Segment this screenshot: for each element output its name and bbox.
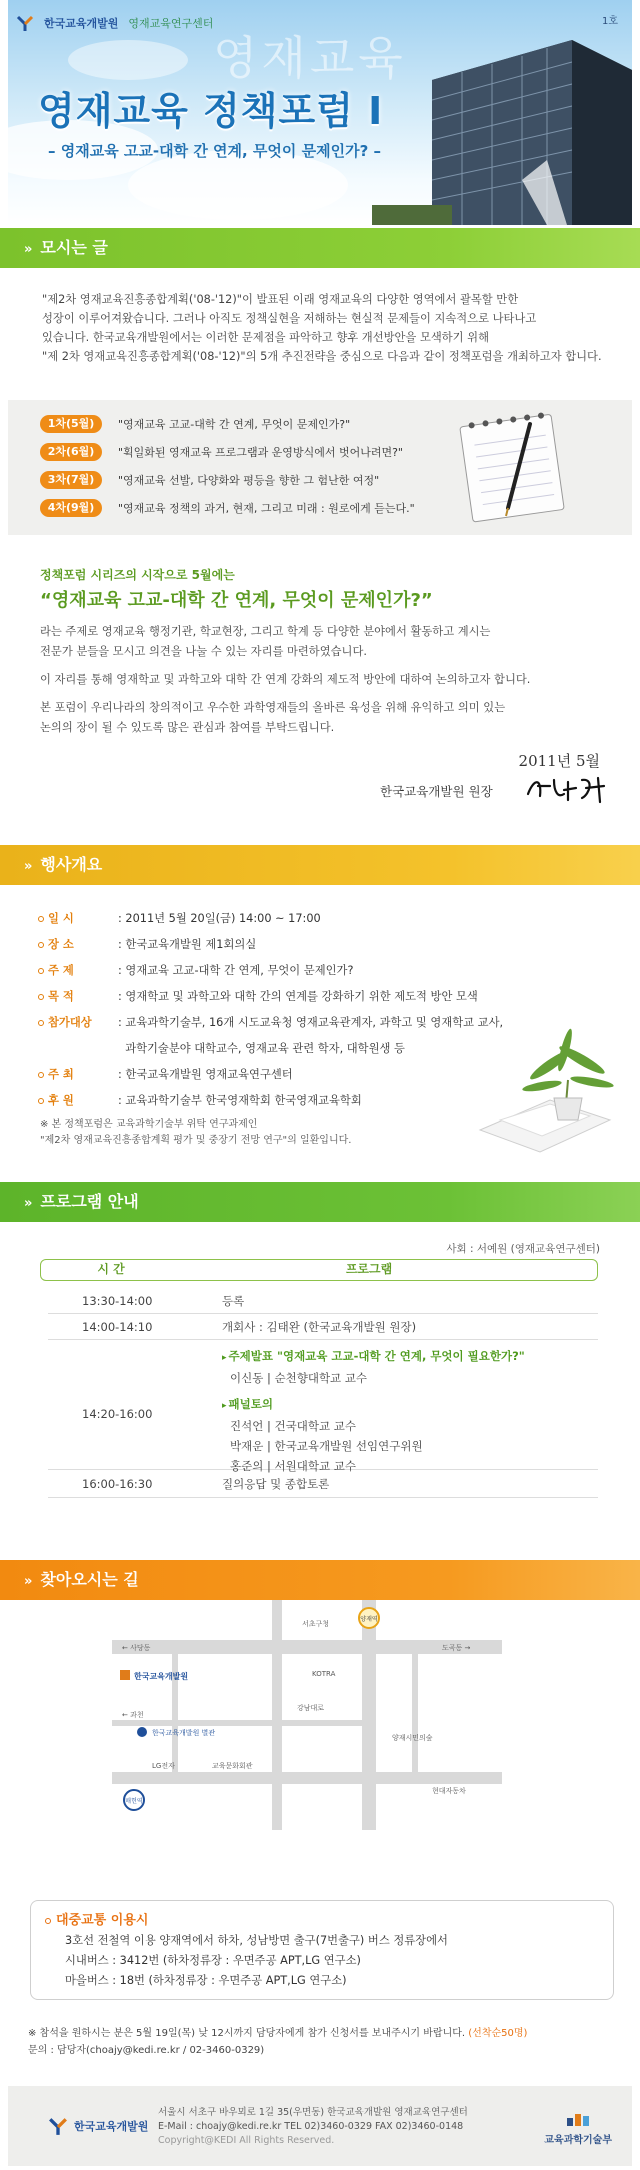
info-label: 주 제 xyxy=(48,964,74,977)
col-time-header: 시 간 xyxy=(97,1262,125,1276)
info-label: 일 시 xyxy=(48,912,74,925)
info-value: 영재교육 고교-대학 간 연계, 무엇이 문제인가? xyxy=(125,964,354,977)
info-row: 장 소 : 한국교육개발원 제1회의실 xyxy=(38,932,578,958)
footer-logo xyxy=(48,2116,148,2136)
series-badge: 4차(9월) xyxy=(40,499,102,517)
series-text: "획일화된 영재교육 프로그램과 운영방식에서 벗어나려면?" xyxy=(118,446,403,459)
section-title: 모시는 글 xyxy=(40,238,108,257)
issue-label: 1호 xyxy=(601,16,618,27)
section-title: 프로그램 안내 xyxy=(40,1192,139,1211)
forum-title: 영재교육 정책포럼 I xyxy=(38,89,384,133)
double-chevron-icon: » xyxy=(24,242,33,257)
info-row: 주 제 : 영재교육 고교-대학 간 연계, 무엇이 문제인가? xyxy=(38,958,578,984)
kedi-logo-icon xyxy=(48,2116,68,2136)
info-value: 한국교육개발원 제1회의실 xyxy=(125,938,257,951)
map-label-seocho: 서초구청 xyxy=(302,1620,330,1628)
note-line: "제2차 영재교육진흥종합계획 평가 및 중장기 전망 연구"의 일환입니다. xyxy=(40,1135,352,1146)
logo-center-text: 영재교육연구센터 xyxy=(128,17,214,30)
info-value: 교육과학기술부, 16개 시도교육청 영재교육관계자, 과학고 및 영재학교 교사, xyxy=(125,1016,504,1029)
rsvp-note xyxy=(28,2025,527,2059)
transit-line: 3호선 전철역 이용 양재역에서 하차, 성남방면 출구(7번출구) 버스 정류장에서 xyxy=(65,1934,448,1947)
program-time: 16:00-16:30 xyxy=(82,1477,153,1491)
double-chevron-icon: » xyxy=(24,1574,33,1589)
map-label-gyoyuk: 교육문화회관 xyxy=(212,1762,253,1770)
map-marker-kedi-annex: 한국교육개발원 별관 xyxy=(152,1729,216,1737)
map-label-kotra: KOTRA xyxy=(312,1670,336,1678)
intro-line: "제2차 영재교육진흥종합계획('08-'12)"이 발표된 이래 영재교육의 다양한 영역에서 괄목할 만한 xyxy=(42,293,519,306)
notebook-pen-illustration xyxy=(448,408,578,526)
info-label: 참가대상 xyxy=(48,1016,92,1029)
series-item xyxy=(40,414,350,434)
map-station-yangjae: 양재역 xyxy=(360,1616,378,1623)
info-label: 목 적 xyxy=(48,990,74,1003)
info-row: 후 원 : 교육과학기술부 한국영재학회 한국영재교육학회 xyxy=(38,1088,578,1114)
footer xyxy=(8,2086,632,2166)
program-desc: 등록 xyxy=(222,1294,245,1308)
caret-right-icon: ▸ xyxy=(222,1353,227,1363)
map-label-hangyeol: 양재시민의숲 xyxy=(392,1734,433,1742)
info-value: 교육과학기술부 한국영재학회 한국영재교육학회 xyxy=(125,1094,362,1107)
info-label: 장 소 xyxy=(48,938,74,951)
location-map xyxy=(112,1600,502,1830)
series-item xyxy=(40,442,403,462)
paragraph-line: 라는 주제로 영재교육 행정기관, 학교현장, 그리고 학계 등 다양한 분야에서 활동하고 계시는 xyxy=(40,625,491,638)
info-value: 한국교육개발원 영재교육연구센터 xyxy=(125,1068,293,1081)
footer-address: 서울시 서초구 바우뫼로 1길 35(우면동) 한국교육개발원 영재교육연구센터 xyxy=(158,2107,468,2118)
double-chevron-icon: » xyxy=(24,859,33,874)
series-item xyxy=(40,498,415,518)
series-text: "영재교육 고교-대학 간 연계, 무엇이 문제인가?" xyxy=(118,418,351,431)
double-chevron-icon: » xyxy=(24,1196,33,1211)
intro-text xyxy=(42,290,612,366)
info-row: 참가대상 : 교육과학기술부, 16개 시도교육청 영재교육관계자, 과학고 및 영재학교 교사, xyxy=(38,1010,578,1036)
program-row xyxy=(48,1288,598,1314)
info-row: 목 적 : 영재학교 및 과학고와 대학 간의 연계를 강화하기 위한 제도적 방안 모색 xyxy=(38,984,578,1010)
intro-line: "제 2차 영재교육진흥종합계획('08-'12)"의 5개 추진전략을 중심으로 다음과 같이 정책포럼을 개최하고자 합니다. xyxy=(42,350,602,363)
logo-kedi-text: 한국교육개발원 xyxy=(44,17,119,30)
note-line: ※ 본 정책포럼은 교육과학기술부 위탁 연구과제인 xyxy=(40,1119,258,1130)
rsvp-text: ※ 참석을 원하시는 분은 5월 19일(목) 낮 12시까지 담당자에게 참가 신청서를 보내주시기 바랍니다. xyxy=(28,2028,466,2039)
overview-note xyxy=(40,1117,351,1149)
map-label-gwacheon: ← 과천 xyxy=(122,1711,144,1719)
rsvp-line xyxy=(28,2025,527,2042)
transit-line: 시내버스 : 3412번 (하차정류장 : 우면주공 APT,LG 연구소) xyxy=(65,1954,361,1967)
series-text: "영재교육 정책의 과거, 현재, 그리고 미래 : 원로에게 듣는다." xyxy=(118,502,415,515)
info-value: 2011년 5월 20일(금) 14:00 ~ 17:00 xyxy=(125,912,321,925)
keynote-title-text: 주제발표 "영재교육 고교-대학 간 연계, 무엇이 필요한가?" xyxy=(228,1349,525,1363)
col-program-header: 프로그램 xyxy=(345,1262,393,1276)
series-badge: 1차(5월) xyxy=(40,415,102,433)
plant-envelope-illustration xyxy=(470,1020,620,1155)
section-title: 찾아오시는 길 xyxy=(40,1570,139,1589)
section-bar-program xyxy=(0,1182,640,1222)
ministry-emblem-icon xyxy=(565,2112,591,2128)
program-row xyxy=(48,1314,598,1340)
rsvp-tag: (선착순50명) xyxy=(468,2028,528,2039)
series-badge: 3차(7월) xyxy=(40,471,102,489)
program-table-header xyxy=(40,1259,598,1281)
info-label: 후 원 xyxy=(48,1094,74,1107)
program-desc xyxy=(222,1346,598,1473)
program-row xyxy=(48,1340,598,1473)
letter-date: 2011년 5월 xyxy=(518,752,600,770)
transit-line: 마을버스 : 18번 (하차정류장 : 우면주공 APT,LG 연구소) xyxy=(65,1974,347,1987)
panelist: 진석언 | 건국대학교 교수 xyxy=(230,1419,356,1433)
map-label-lg: LG전자 xyxy=(152,1762,175,1770)
info-value: 과학기술분야 대학교수, 영재교육 관련 학자, 대학원생 등 xyxy=(125,1042,405,1055)
section-bar-directions xyxy=(0,1560,640,1600)
map-label-hyundai: 현대자동차 xyxy=(432,1787,466,1795)
footer-copyright: Copyright@KEDI All Rights Reserved. xyxy=(158,2135,335,2146)
section-bar-invitation xyxy=(0,228,640,268)
rsvp-contact: 문의 : 담당자(choajy@kedi.re.kr / 02-3460-0329) xyxy=(28,2045,265,2056)
paragraph-2: 이 자리를 통해 영재학교 및 과학고와 대학 간 연계 강화의 제도적 방안에 대하여 논의하고자 합니다. xyxy=(40,673,531,686)
public-transit-box xyxy=(30,1900,614,2000)
moderator: 사회 : 서예원 (영재교육연구센터) xyxy=(446,1243,600,1255)
signer: 한국교육개발원 원장 xyxy=(380,784,493,799)
program-desc: 개회사 : 김태완 (한국교육개발원 원장) xyxy=(222,1320,417,1334)
lead-big-text: “영재교육 고교-대학 간 연계, 무엇이 문제인가?” xyxy=(40,590,433,611)
hero-background-text: 영재교육 xyxy=(213,31,407,85)
program-time: 14:20-16:00 xyxy=(82,1407,153,1421)
paragraph-3 xyxy=(40,698,610,738)
panel-title-text: 패널토의 xyxy=(228,1397,273,1411)
map-station-maeheon: 매헌역 xyxy=(125,1798,143,1805)
transit-title-text: 대중교통 이용시 xyxy=(56,1913,149,1928)
footer-contact[interactable]: E-Mail : choajy@kedi.re.kr TEL 02)3460-0329 FAX 02)3460-0148 xyxy=(158,2121,464,2132)
intro-line: 성장이 이루어져왔습니다. 그러나 아직도 정책실현을 저해하는 현실적 문제들이 지속적으로 나타나고 xyxy=(42,312,537,325)
series-badge: 2차(6월) xyxy=(40,443,102,461)
info-value: 영재학교 및 과학고와 대학 간의 연계를 강화하기 위한 제도적 방안 모색 xyxy=(125,990,478,1003)
ministry-logo xyxy=(544,2112,612,2146)
map-label-dokok: 도곡동 → xyxy=(442,1644,471,1652)
lead-small-text: 정책포럼 시리즈의 시작으로 5월에는 xyxy=(40,568,235,582)
ministry-name: 교육과학기술부 xyxy=(544,2135,612,2146)
info-label: 주 최 xyxy=(48,1068,74,1081)
panelist: 홍준의 | 서원대학교 교수 xyxy=(230,1459,356,1473)
forum-subtitle: – 영재교육 고교-대학 간 연계, 무엇이 문제인가? – xyxy=(48,142,382,160)
panel-title xyxy=(222,1394,598,1416)
series-text: "영재교육 선발, 다양화와 평등을 향한 그 험난한 여정" xyxy=(118,474,380,487)
map-svg xyxy=(112,1600,502,1830)
panelist: 박재운 | 한국교육개발원 선임연구위원 xyxy=(230,1439,423,1453)
forum-series-box xyxy=(8,400,632,535)
section-bar-overview xyxy=(0,845,640,885)
program-desc: 질의응답 및 종합토론 xyxy=(222,1477,330,1491)
program-time: 13:30-14:00 xyxy=(82,1294,153,1308)
keynote-speaker: 이신동 | 순천향대학교 교수 xyxy=(230,1371,368,1385)
caret-right-icon: ▸ xyxy=(222,1401,227,1411)
series-item xyxy=(40,470,379,490)
hero-banner xyxy=(8,0,632,225)
paragraph-line: 논의의 장이 될 수 있도록 많은 관심과 참여를 부탁드립니다. xyxy=(40,721,335,734)
program-row xyxy=(48,1470,598,1498)
map-label-sadang: ← 사당동 xyxy=(122,1644,151,1652)
kedi-logo-icon xyxy=(16,14,34,32)
paragraph-1 xyxy=(40,622,610,662)
footer-address-block xyxy=(158,2106,468,2148)
building-illustration xyxy=(372,40,632,225)
map-marker-kedi: 한국교육개발원 xyxy=(134,1672,189,1681)
transit-title xyxy=(45,1911,599,1931)
intro-line: 있습니다. 한국교육개발원에서는 이러한 문제점을 파악하고 향후 개선방안을 모색하기 위해 xyxy=(42,331,490,344)
paragraph-line: 본 포럼이 우리나라의 창의적이고 우수한 과학영재들의 올바른 육성을 위해 유익하고 의미 있는 xyxy=(40,701,506,714)
section-title: 행사개요 xyxy=(40,855,103,874)
program-time: 14:00-14:10 xyxy=(82,1320,153,1334)
info-row: 일 시 : 2011년 5월 20일(금) 14:00 ~ 17:00 xyxy=(38,906,578,932)
header-logos xyxy=(16,14,213,32)
keynote-title xyxy=(222,1346,598,1368)
info-row: 주 최 : 한국교육개발원 영재교육연구센터 xyxy=(38,1062,578,1088)
handwritten-signature xyxy=(524,772,614,806)
paragraph-line: 전문가 분들을 모시고 의견을 나눌 수 있는 자리를 마련하였습니다. xyxy=(40,645,367,658)
footer-logo-text: 한국교육개발원 xyxy=(74,2120,149,2133)
map-label-road-v: 강남대로 xyxy=(297,1704,325,1712)
